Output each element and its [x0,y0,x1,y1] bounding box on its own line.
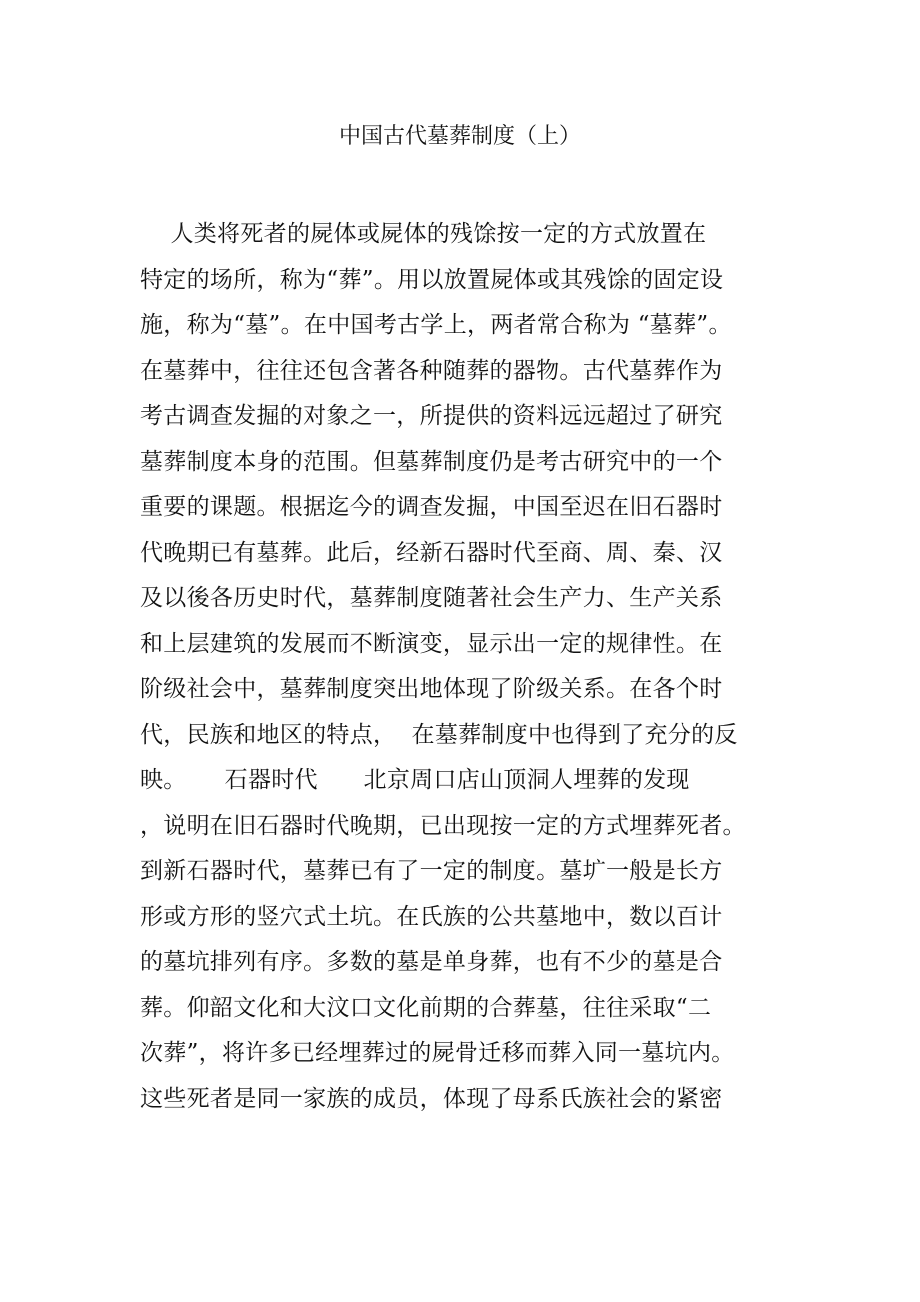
text-line: 次葬”，将许多已经埋葬过的屍骨迁移而葬入同一墓坑内。 [140,1040,735,1066]
text-line: 和上层建筑的发展而不断演变，显示出一定的规律性。在 [140,630,723,657]
text-line: 特定的场所，称为“葬”。用以放置屍体或其残馀的固定设 [140,266,724,293]
text-line: 的墓坑排列有序。多数的墓是单身葬，也有不少的墓是合 [140,949,723,975]
text-line: 施，称为“墓”。在中国考古学上，两者常合称为 “墓葬”。 [140,312,732,338]
text-line: 重要的课题。根据迄今的调查发掘，中国至迟在旧石器时 [140,494,723,520]
text-line: 墓葬制度本身的范围。但墓葬制度仍是考古研究中的一个 [140,448,723,475]
text-line: ，说明在旧石器时代晚期，已出现按一定的方式埋葬死者。 [140,812,746,839]
text-line: 形或方形的竖穴式土坑。在氏族的公共墓地中，数以百计 [140,903,723,930]
text-line: 映。 石器时代 北京周口店山顶洞人埋葬的发现 [140,767,690,793]
text-line: 葬。仰韶文化和大汶口文化前期的合葬墓，往往采取“二 [140,994,712,1021]
text-line: 这些死者是同一家族的成员，体现了母系氏族社会的紧密 [140,1085,723,1112]
text-line: 在墓葬中，往往还包含著各种随葬的器物。古代墓葬作为 [140,357,723,384]
text-line: 考古调查发掘的对象之一，所提供的资料远远超过了研究 [140,403,723,429]
text-line: 阶级社会中，墓葬制度突出地体现了阶级关系。在各个时 [140,676,723,702]
text-line: 代晚期已有墓葬。此后，经新石器时代至商、周、秦、汉 [140,539,723,566]
text-line: 及以後各历史时代，墓葬制度随著社会生产力、生产关系 [140,585,723,611]
text-line: 到新石器时代，墓葬已有了一定的制度。墓圹一般是长方 [140,858,723,884]
text-line: 人类将死者的屍体或屍体的残馀按一定的方式放置在 [140,221,707,247]
text-line: 代，民族和地区的特点， 在墓葬制度中也得到了充分的反 [140,721,738,748]
document-title: 中国古代墓葬制度（上） [338,124,581,149]
body-text [140,212,800,1122]
